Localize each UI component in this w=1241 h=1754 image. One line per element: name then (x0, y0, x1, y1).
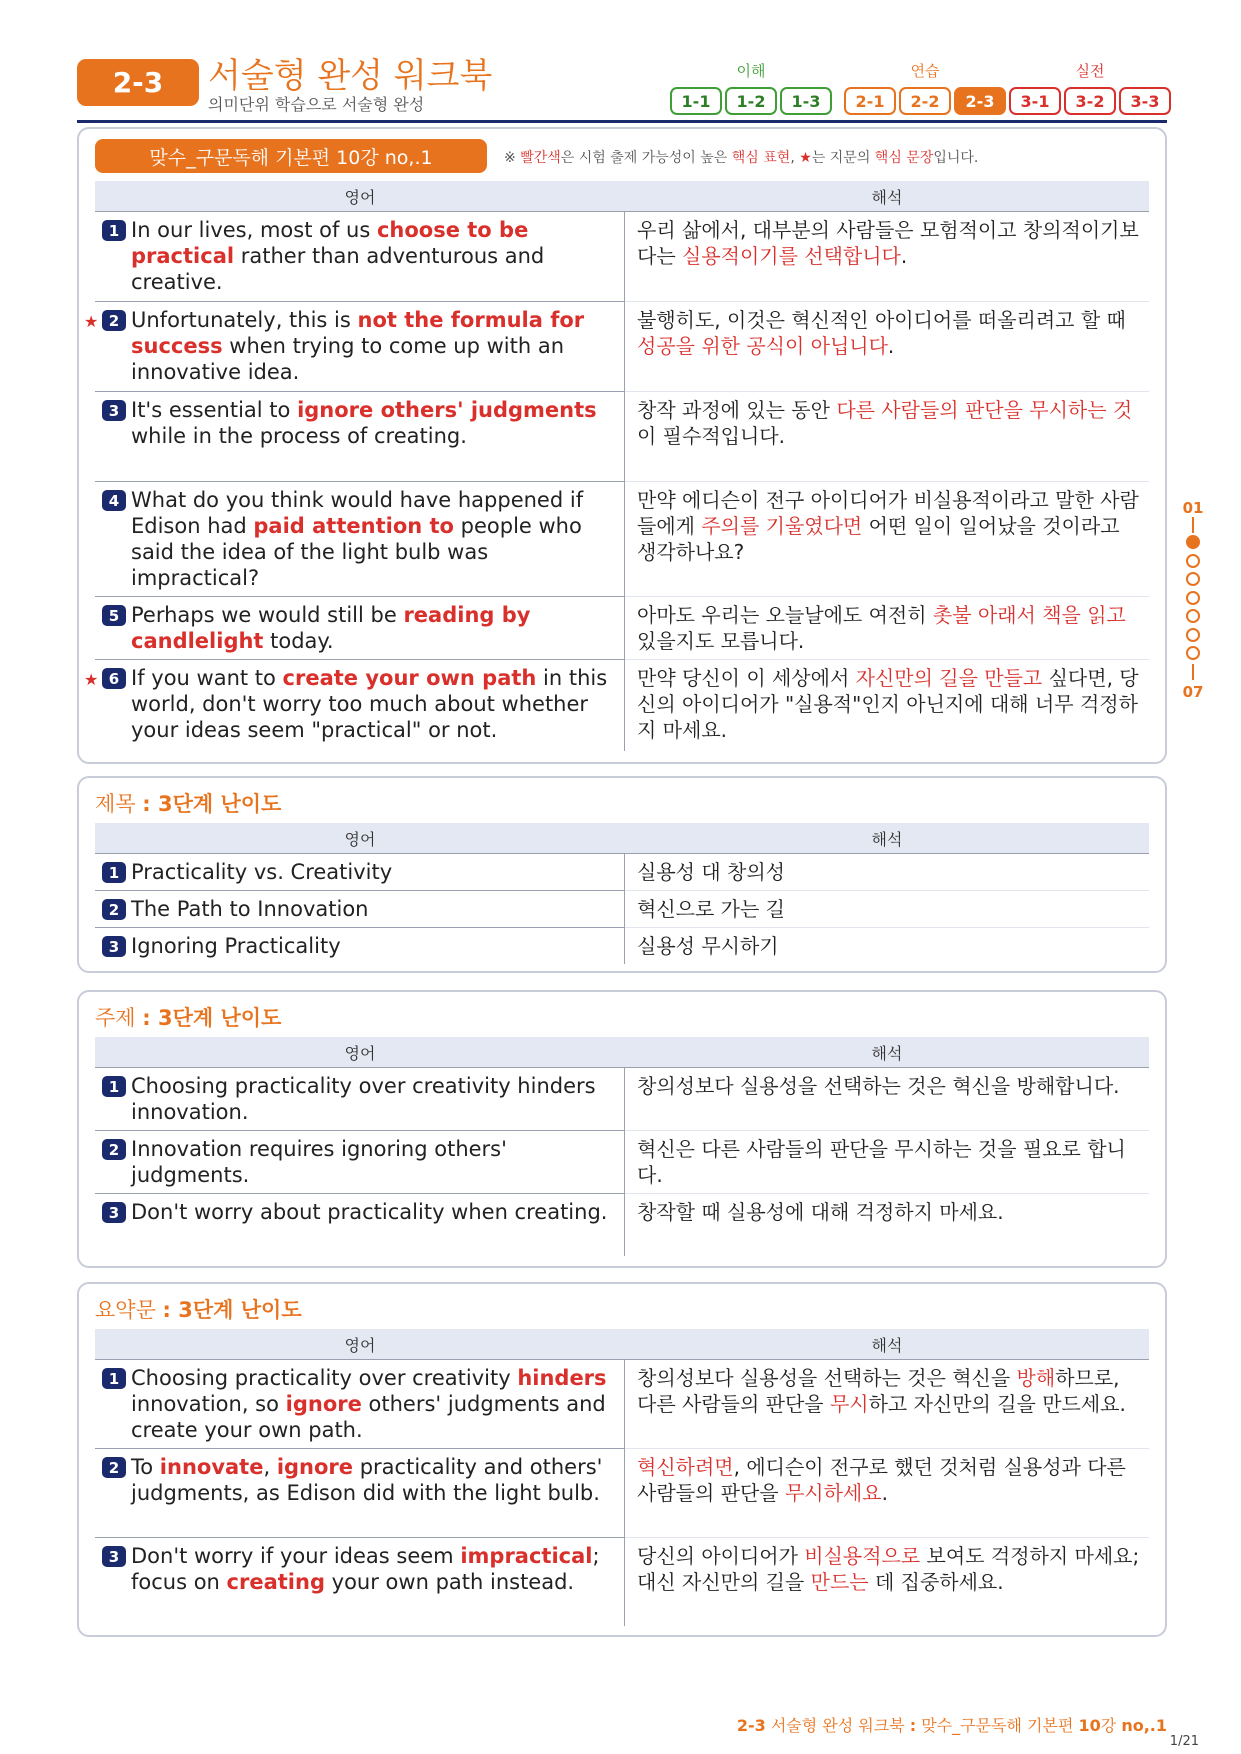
level-group-real (1009, 60, 1171, 115)
text-segment: ; focus on (131, 1544, 600, 1594)
english-option (95, 1130, 625, 1193)
level-button-1-3[interactable]: 1-3 (780, 87, 832, 115)
highlighted-phrase: creating (226, 1570, 325, 1594)
section-label: 요약문 : 3단계 난이도 (95, 1298, 302, 1322)
english-sentence (95, 481, 625, 596)
text-segment: while in the process of creating. (131, 424, 467, 448)
highlighted-phrase: hinders (517, 1366, 607, 1390)
level-button-2-2[interactable]: 2-2 (899, 87, 951, 115)
text-segment: , 에디슨이 전구로 했던 것처럼 실용성과 다른 사람들의 판단을 (637, 1455, 1126, 1505)
side-nav-line (1192, 517, 1194, 533)
text-segment: 창작할 때 실용성에 대해 걱정하지 마세요. (637, 1200, 1004, 1224)
side-nav-end-label: 07 (1182, 683, 1204, 701)
text-segment: 아마도 우리는 오늘날에도 여전히 (637, 603, 933, 627)
section-label: 제목 : 3단계 난이도 (95, 792, 282, 816)
text-segment: Choosing practicality over creativity hinders innovation. (131, 1074, 596, 1124)
option-number: 2 (102, 899, 126, 920)
level-label: 실전 (1075, 62, 1105, 80)
text-segment: To (131, 1455, 160, 1479)
text-segment: when trying to come up with an innovative idea. (131, 334, 565, 384)
column-header-translation: 해석 (625, 181, 1149, 211)
korean-option (625, 1193, 1149, 1256)
text-segment: 있을지도 모릅니다. (637, 629, 805, 653)
text-segment: Don't worry about practicality when creating. (131, 1200, 608, 1224)
korean-option (625, 853, 1149, 890)
korean-translation (625, 211, 1149, 301)
level-button-3-1[interactable]: 3-1 (1009, 87, 1061, 115)
text-segment: rather than adventurous and creative. (131, 244, 545, 294)
text-segment: Choosing practicality over creativity (131, 1366, 518, 1390)
highlighted-phrase: create your own path (282, 666, 537, 690)
highlighted-phrase: reading by candlelight (131, 603, 531, 653)
level-button-1-2[interactable]: 1-2 (725, 87, 777, 115)
footer-caption: 2-3 서술형 완성 워크북 : 맞수_구문독해 기본편 10강 no,.1 (736, 1716, 1167, 1735)
highlighted-phrase: not the formula for success (131, 308, 585, 358)
text-segment: 우리 삶에서, 대부분의 사람들은 모험적이고 창의적이기보다는 (637, 218, 1139, 268)
sentence-number: 3 (102, 400, 126, 421)
english-option (95, 1067, 625, 1130)
korean-option (625, 1130, 1149, 1193)
passage-table (84, 181, 1149, 751)
english-sentence (95, 391, 625, 481)
side-nav-dot[interactable] (1186, 646, 1200, 660)
text-segment: Ignoring Practicality (131, 934, 341, 958)
sentence-number: 2 (102, 310, 126, 331)
side-nav-dot[interactable] (1186, 628, 1200, 642)
english-summary (95, 1537, 625, 1626)
column-header-translation: 해석 (625, 823, 1149, 853)
level-label: 연습 (910, 62, 940, 80)
text-segment: 창의성보다 실용성을 선택하는 것은 혁신을 방해합니다. (637, 1074, 1120, 1098)
korean-option (625, 1067, 1149, 1130)
level-button-3-2[interactable]: 3-2 (1064, 87, 1116, 115)
side-nav-dot[interactable] (1186, 591, 1200, 605)
summary-section (77, 1282, 1167, 1637)
text-segment: today. (263, 629, 334, 653)
key-sentence-star: ★ (84, 670, 99, 689)
english-option (95, 853, 625, 890)
english-summary (95, 1359, 625, 1448)
highlighted-phrase: ignore (276, 1455, 354, 1479)
title-section (77, 776, 1167, 973)
highlighted-phrase: ignore others' judgments (297, 398, 597, 422)
key-sentence-star: ★ (84, 312, 99, 331)
text-segment: Perhaps we would still be (131, 603, 404, 627)
highlighted-phrase: 다른 사람들의 판단을 무시하는 것 (836, 398, 1133, 422)
english-summary (95, 1448, 625, 1537)
text-segment: in this world, don't worry too much about whether your ideas seem "practical" or not. (131, 666, 608, 742)
korean-summary (625, 1359, 1149, 1448)
sentence-number: 6 (102, 668, 126, 689)
topic-table (95, 1037, 1149, 1256)
topic-section (77, 990, 1167, 1268)
highlighted-phrase: 혁신하려면 (637, 1455, 734, 1479)
english-sentence (95, 596, 625, 659)
legend-note: ※ 빨간색은 시험 출제 가능성이 높은 핵심 표현, ★는 지문의 핵심 문장입니다. (504, 150, 979, 166)
option-number: 3 (102, 1202, 126, 1223)
side-nav-line (1192, 664, 1194, 680)
highlighted-phrase: 비실용적으로 (804, 1544, 921, 1568)
side-nav-dot[interactable] (1186, 572, 1200, 586)
option-number: 2 (102, 1457, 126, 1478)
english-sentence (84, 659, 625, 751)
text-segment: 데 집중하세요. (868, 1570, 1004, 1594)
text-segment: innovation, so (131, 1392, 286, 1416)
highlighted-phrase: 촛불 아래서 책을 읽고 (932, 603, 1126, 627)
highlighted-phrase: choose to be practical (131, 218, 529, 268)
text-segment: Innovation requires ignoring others' judgments. (131, 1137, 507, 1187)
english-sentence (95, 211, 625, 301)
text-segment: . (887, 334, 895, 358)
text-segment: others' judgments and create your own path. (131, 1392, 606, 1442)
korean-translation (625, 659, 1149, 751)
option-number: 1 (102, 1076, 126, 1097)
highlighted-phrase: paid attention to (253, 514, 454, 538)
korean-option (625, 890, 1149, 927)
section-label: 주제 : 3단계 난이도 (95, 1006, 282, 1030)
side-nav-dot[interactable] (1186, 554, 1200, 568)
highlighted-phrase: 성공을 위한 공식이 아닙니다 (637, 334, 888, 358)
side-nav-dot[interactable] (1186, 535, 1200, 549)
text-segment: What do you think would have happened if Edison had (131, 488, 584, 538)
korean-translation (625, 301, 1149, 391)
text-segment: 어떤 일이 일어났을 것이라고 생각하나요? (637, 514, 1120, 564)
text-segment: 만약 에디슨이 전구 아이디어가 비실용적이라고 말한 사람들에게 (637, 488, 1139, 538)
option-number: 3 (102, 936, 126, 957)
column-header-english: 영어 (95, 181, 625, 211)
text-segment: 불행히도, 이것은 혁신적인 아이디어를 떠올리려고 할 때 (637, 308, 1126, 332)
english-option (95, 927, 625, 964)
english-option (95, 1193, 625, 1256)
text-segment: The Path to Innovation (131, 897, 369, 921)
text-segment: Don't worry if your ideas seem (131, 1544, 461, 1568)
level-button-2-3[interactable]: 2-3 (954, 87, 1006, 115)
text-segment: 만약 당신이 이 세상에서 (637, 666, 856, 690)
korean-translation (625, 391, 1149, 481)
text-segment: 보여도 걱정하지 마세요; 대신 자신만의 길을 (637, 1544, 1140, 1594)
text-segment: 당신의 아이디어가 (637, 1544, 805, 1568)
text-segment: , (263, 1455, 277, 1479)
highlighted-phrase: 방해 (1016, 1366, 1056, 1390)
column-header-english: 영어 (95, 1037, 625, 1067)
level-button-3-3[interactable]: 3-3 (1119, 87, 1171, 115)
text-segment: It's essential to (131, 398, 298, 422)
highlighted-phrase: 주의를 기울였다면 (701, 514, 863, 538)
level-button-1-1[interactable]: 1-1 (670, 87, 722, 115)
passage-section (77, 127, 1167, 764)
korean-translation (625, 481, 1149, 596)
column-header-english: 영어 (95, 823, 625, 853)
text-segment: people who said the idea of the light bulb was impractical? (131, 514, 582, 590)
text-segment: Unfortunately, this is (131, 308, 358, 332)
level-group-understand (670, 60, 832, 115)
text-segment: 이 필수적입니다. (637, 424, 785, 448)
text-segment: 하고 자신만의 길을 만드세요. (868, 1392, 1126, 1416)
lesson-badge: 2-3 (77, 59, 199, 106)
level-label: 이해 (736, 62, 766, 80)
side-nav-start-label: 01 (1182, 499, 1204, 517)
text-segment: 혁신은 다른 사람들의 판단을 무시하는 것을 필요로 합니다. (637, 1137, 1126, 1187)
korean-summary (625, 1448, 1149, 1537)
passage-badge: 맞수_구문독해 기본편 10강 no,.1 (95, 139, 487, 173)
highlighted-phrase: 자신만의 길을 만들고 (855, 666, 1043, 690)
header-divider (77, 120, 1167, 123)
text-segment: 실용성 대 창의성 (637, 860, 785, 884)
column-header-translation: 해석 (625, 1037, 1149, 1067)
text-segment: 혁신으로 가는 길 (637, 897, 785, 921)
option-number: 1 (102, 862, 126, 883)
text-segment: 창작 과정에 있는 동안 (637, 398, 837, 422)
sentence-number: 4 (102, 490, 126, 511)
page-number: 1/21 (1169, 1734, 1199, 1749)
text-segment: 창의성보다 실용성을 선택하는 것은 혁신을 (637, 1366, 1017, 1390)
text-segment: If you want to (131, 666, 283, 690)
korean-option (625, 927, 1149, 964)
text-segment: 하므로, 다른 사람들의 판단을 (637, 1366, 1120, 1416)
text-segment: . (900, 244, 908, 268)
english-sentence (84, 301, 625, 391)
side-nav-dot[interactable] (1186, 609, 1200, 623)
highlighted-phrase: 실용적이기를 선택합니다 (682, 244, 901, 268)
english-option (95, 890, 625, 927)
korean-summary (625, 1537, 1149, 1626)
option-number: 3 (102, 1546, 126, 1567)
level-button-2-1[interactable]: 2-1 (844, 87, 896, 115)
option-number: 1 (102, 1368, 126, 1389)
title-table (95, 823, 1149, 964)
summary-table (95, 1329, 1149, 1626)
option-number: 2 (102, 1139, 126, 1160)
highlighted-phrase: 만드는 (810, 1570, 869, 1594)
text-segment: your own path instead. (324, 1570, 575, 1594)
sentence-number: 5 (102, 605, 126, 626)
column-header-english: 영어 (95, 1329, 625, 1359)
korean-translation (625, 596, 1149, 659)
text-segment: . (881, 1481, 888, 1505)
text-segment: practicality and others' judgments, as Edison did with the light bulb. (131, 1455, 603, 1505)
text-segment: 실용성 무시하기 (637, 934, 779, 958)
highlighted-phrase: 무시하세요 (784, 1481, 882, 1505)
text-segment: In our lives, most of us (131, 218, 377, 242)
text-segment: Practicality vs. Creativity (131, 860, 393, 884)
page-title: 서술형 완성 워크북 (208, 56, 493, 96)
level-group-practice (844, 60, 1006, 115)
text-segment: 싶다면, 당신의 아이디어가 "실용적"인지 아닌지에 대해 너무 걱정하지 마세요. (637, 666, 1139, 742)
column-header-translation: 해석 (625, 1329, 1149, 1359)
highlighted-phrase: impractical (460, 1544, 593, 1568)
sentence-number: 1 (102, 220, 126, 241)
highlighted-phrase: innovate (159, 1455, 264, 1479)
page-subtitle: 의미단위 학습으로 서술형 완성 (208, 95, 425, 114)
highlighted-phrase: 무시 (829, 1392, 869, 1416)
highlighted-phrase: ignore (285, 1392, 362, 1416)
